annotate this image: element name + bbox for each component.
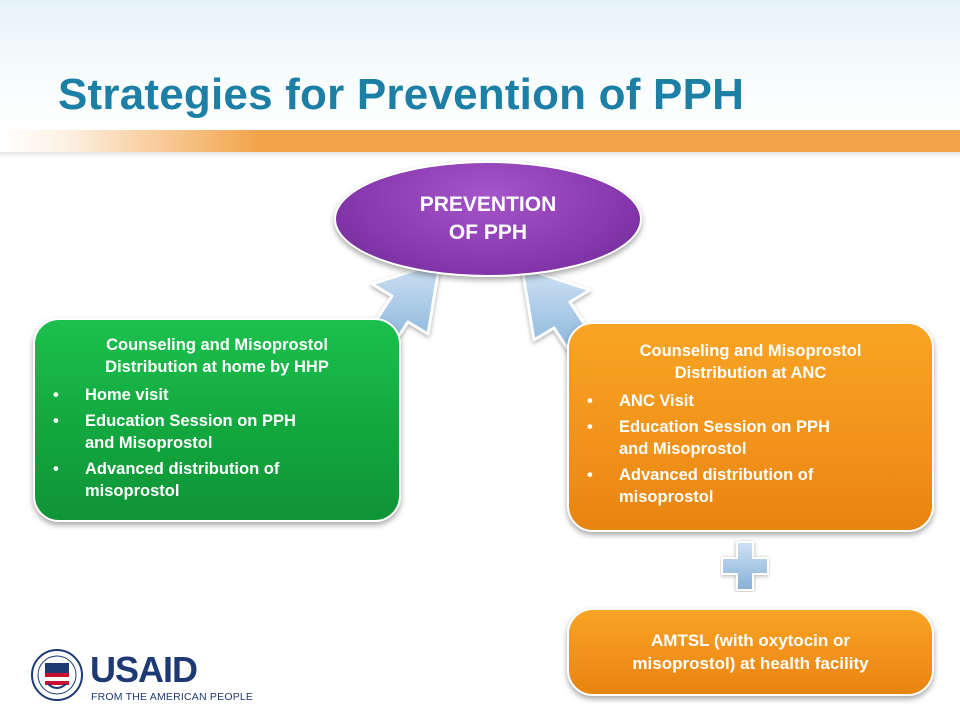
list-item-text: Education Session on PPH and Misoprostol — [85, 412, 296, 452]
usaid-tagline: FROM THE AMERICAN PEOPLE — [91, 691, 254, 703]
list-item — [587, 416, 914, 460]
plus-icon — [720, 540, 770, 592]
bullet: • — [587, 418, 593, 436]
bullet: • — [53, 386, 59, 404]
home-distribution-list — [53, 384, 381, 502]
list-item-text: Advanced distribution of misoprostol — [619, 466, 814, 506]
list-item — [587, 464, 914, 508]
list-item-text: Education Session on PPH and Misoprostol — [619, 418, 830, 458]
home-distribution-box — [33, 318, 401, 522]
list-item-text: ANC Visit — [619, 392, 694, 410]
list-item-text: Advanced distribution of misoprostol — [85, 460, 280, 500]
bullet: • — [587, 466, 593, 484]
usaid-logo — [30, 648, 254, 704]
prevention-node-label: PREVENTION OF PPH — [419, 193, 557, 244]
anc-distribution-box — [567, 322, 934, 532]
bullet: • — [53, 412, 59, 430]
amtsl-box — [567, 608, 934, 696]
list-item — [53, 458, 381, 502]
home-distribution-heading: Counseling and Misoprostol Distribution at home by HHP — [105, 336, 329, 376]
page-title: Strategies for Prevention of PPH — [58, 70, 745, 119]
list-item-text: Home visit — [85, 386, 169, 404]
list-item — [587, 390, 914, 412]
amtsl-text: AMTSL (with oxytocin or misoprostol) at health facility — [632, 631, 869, 673]
bullet: • — [53, 460, 59, 478]
list-item — [53, 410, 381, 454]
usaid-wordmark: USAID — [90, 649, 198, 690]
usaid-seal-icon — [30, 648, 84, 702]
bullet: • — [587, 392, 593, 410]
list-item — [53, 384, 381, 406]
prevention-node — [334, 161, 642, 277]
anc-distribution-list — [587, 390, 914, 508]
anc-distribution-heading: Counseling and Misoprostol Distribution at ANC — [639, 342, 862, 382]
